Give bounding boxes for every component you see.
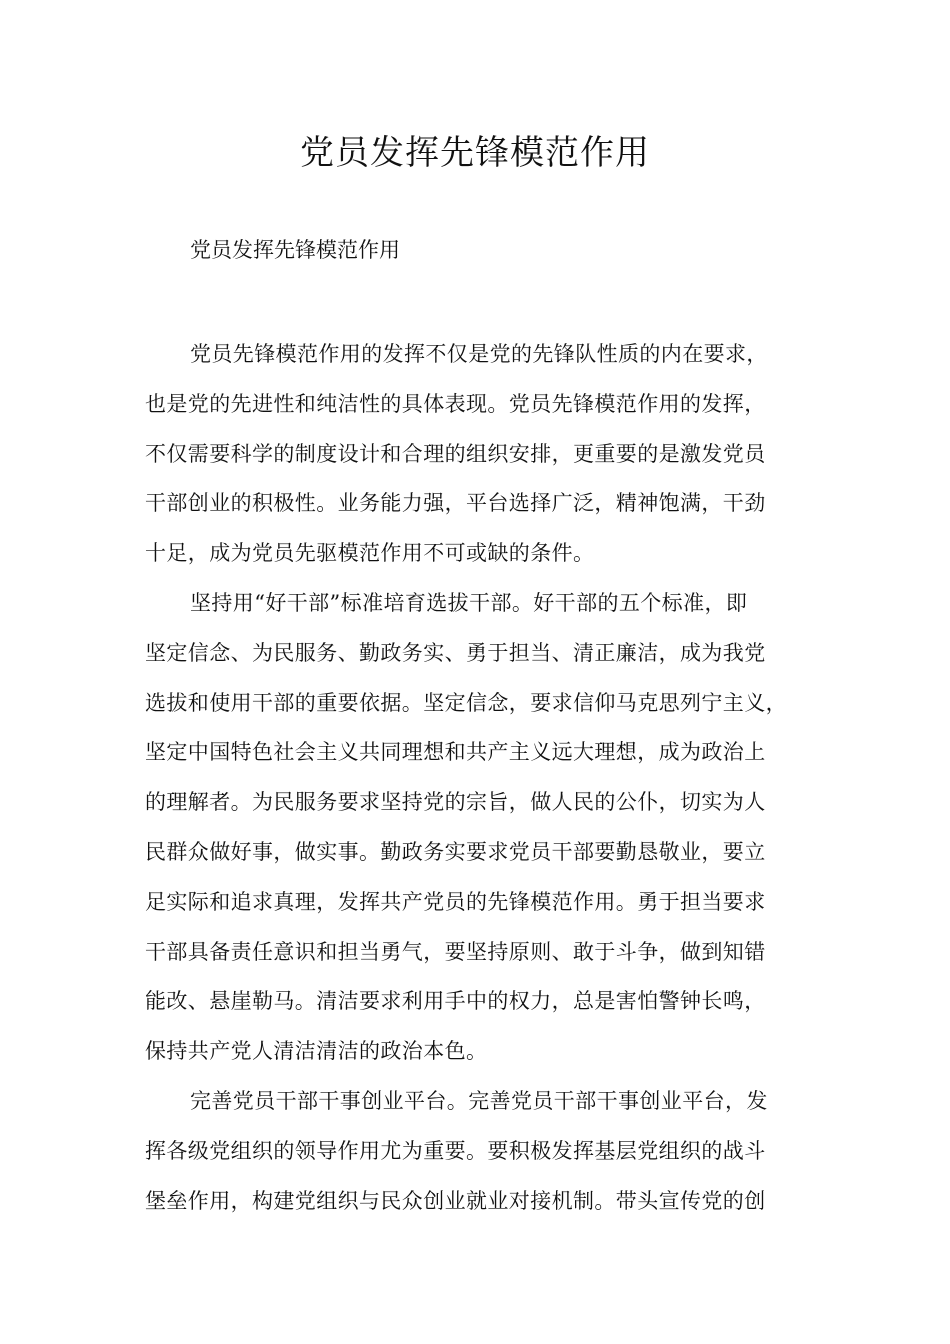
paragraph-line: 十足，成为党员先驱模范作用不可或缺的条件。 [145,541,595,566]
paragraph-1 [145,330,845,579]
document-body [145,330,845,1226]
document-subtitle: 党员发挥先锋模范作用 [190,238,400,262]
paragraph-line: 堡垒作用，构建党组织与民众创业就业对接机制。带头宣传党的创 [145,1188,766,1213]
paragraph-line: 挥各级党组织的领导作用尤为重要。要积极发挥基层党组织的战斗 [145,1138,766,1163]
paragraph-line: 足实际和追求真理，发挥共产党员的先锋模范作用。勇于担当要求 [145,889,766,914]
paragraph-line: 民群众做好事，做实事。勤政务实要求党员干部要勤恳敬业，要立 [145,839,766,864]
paragraph-line: 的理解者。为民服务要求坚持党的宗旨，做人民的公仆，切实为人 [145,790,766,815]
paragraph-line: 干部创业的积极性。业务能力强，平台选择广泛，精神饱满，干劲 [145,491,766,516]
paragraph-line: 坚定中国特色社会主义共同理想和共产主义远大理想，成为政治上 [145,740,766,765]
paragraph-line: 保持共产党人清洁清洁的政治本色。 [145,1039,488,1064]
paragraph-line: 坚定信念、为民服务、勤政务实、勇于担当、清正廉洁，成为我党 [145,640,766,665]
paragraph-line: 完善党员干部干事创业平台。完善党员干部干事创业平台，发 [190,1088,768,1113]
paragraph-line: 选拔和使用干部的重要依据。坚定信念，要求信仰马克思列宁主义， [145,690,787,715]
paragraph-line: 党员先锋模范作用的发挥不仅是党的先锋队性质的内在要求， [190,342,768,366]
paragraph-2 [145,579,845,1077]
paragraph-line: 也是党的先进性和纯洁性的具体表现。党员先锋模范作用的发挥， [145,391,766,416]
paragraph-3 [145,1077,845,1226]
paragraph-line: 能改、悬崖勒马。清洁要求利用手中的权力，总是害怕警钟长鸣， [145,989,766,1014]
document-title: 党员发挥先锋模范作用 [300,133,650,173]
paragraph-line: 干部具备责任意识和担当勇气，要坚持原则、敢于斗争，做到知错 [145,939,766,964]
paragraph-line: 不仅需要科学的制度设计和合理的组织安排，更重要的是激发党员 [145,441,766,466]
paragraph-line: 坚持用“好干部”标准培育选拔干部。好干部的五个标准，即 [190,590,748,615]
